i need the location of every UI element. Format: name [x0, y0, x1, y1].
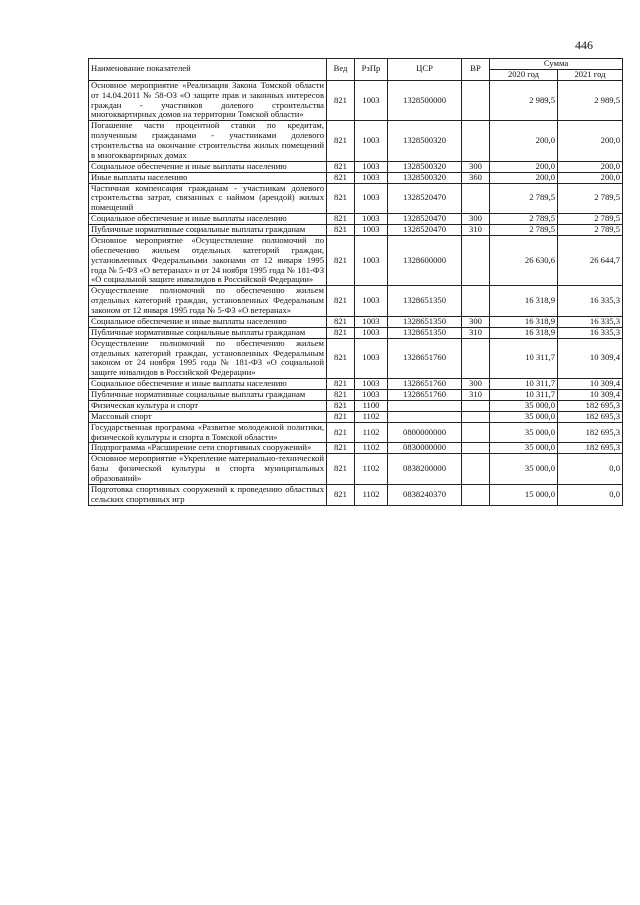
row-sum-2021: 182 695,3 [558, 443, 623, 454]
row-vr [462, 235, 490, 285]
row-sum-2020: 16 318,9 [490, 286, 558, 317]
row-ved: 821 [327, 422, 355, 443]
row-ved: 821 [327, 80, 355, 121]
row-name: Осуществление полномочий по обеспечению жильем отдельных категорий граждан, установленных Федеральным законом от 12 января 1995 года № 5-ФЗ «О ветеранах» [89, 286, 327, 317]
row-csr: 0800000000 [388, 422, 462, 443]
page-number: 446 [575, 38, 593, 52]
row-sum-2021: 200,0 [558, 121, 623, 162]
row-sum-2021: 2 789,5 [558, 214, 623, 225]
row-sum-2021: 200,0 [558, 172, 623, 183]
row-vr: 300 [462, 379, 490, 390]
row-name: Государственная программа «Развитие молодежной политики, физической культуры и спорта в Томской области» [89, 422, 327, 443]
row-csr: 1328520470 [388, 183, 462, 214]
table-row [89, 161, 623, 172]
row-name: Публичные нормативные социальные выплаты гражданам [89, 390, 327, 401]
row-rzpr: 1003 [355, 161, 388, 172]
row-sum-2020: 35 000,0 [490, 400, 558, 411]
row-rzpr: 1003 [355, 379, 388, 390]
row-sum-2020: 200,0 [490, 172, 558, 183]
row-sum-2020: 16 318,9 [490, 316, 558, 327]
row-csr: 1328520470 [388, 214, 462, 225]
row-sum-2021: 182 695,3 [558, 400, 623, 411]
row-vr: 300 [462, 214, 490, 225]
row-csr: 0830000000 [388, 443, 462, 454]
row-sum-2021: 16 335,3 [558, 316, 623, 327]
row-vr [462, 121, 490, 162]
row-sum-2020: 2 789,5 [490, 225, 558, 236]
row-sum-2020: 10 311,7 [490, 390, 558, 401]
row-csr: 1328600000 [388, 235, 462, 285]
row-sum-2020: 200,0 [490, 161, 558, 172]
row-vr [462, 484, 490, 505]
row-name: Погашение части процентной ставки по кредитам, полученным гражданами - участниками долевого строительства на окончание строительства жилых помещений в многоквартирных домах [89, 121, 327, 162]
row-csr: 1328651760 [388, 379, 462, 390]
row-csr: 1328651350 [388, 316, 462, 327]
row-rzpr: 1003 [355, 235, 388, 285]
row-name: Иные выплаты населению [89, 172, 327, 183]
row-ved: 821 [327, 286, 355, 317]
row-ved: 821 [327, 400, 355, 411]
table-row [89, 172, 623, 183]
row-name: Основное мероприятие «Укрепление материально-технической базы физической культуры и спорта муниципальных образований» [89, 454, 327, 485]
row-vr [462, 411, 490, 422]
row-sum-2021: 10 309,4 [558, 390, 623, 401]
row-vr [462, 80, 490, 121]
row-sum-2020: 35 000,0 [490, 443, 558, 454]
row-ved: 821 [327, 214, 355, 225]
row-vr: 310 [462, 390, 490, 401]
row-rzpr: 1003 [355, 286, 388, 317]
row-sum-2020: 35 000,0 [490, 454, 558, 485]
row-ved: 821 [327, 316, 355, 327]
table-row [89, 379, 623, 390]
table-row [89, 484, 623, 505]
row-ved: 821 [327, 338, 355, 379]
table-row [89, 235, 623, 285]
row-sum-2020: 200,0 [490, 121, 558, 162]
row-ved: 821 [327, 235, 355, 285]
header-sum: Сумма [490, 59, 623, 70]
row-sum-2021: 182 695,3 [558, 422, 623, 443]
row-sum-2021: 2 789,5 [558, 183, 623, 214]
row-ved: 821 [327, 454, 355, 485]
table-row [89, 225, 623, 236]
row-ved: 821 [327, 225, 355, 236]
table-row [89, 390, 623, 401]
row-csr [388, 400, 462, 411]
row-csr: 1328651350 [388, 327, 462, 338]
row-sum-2020: 2 989,5 [490, 80, 558, 121]
row-rzpr: 1003 [355, 80, 388, 121]
row-vr [462, 454, 490, 485]
row-sum-2021: 0,0 [558, 454, 623, 485]
row-rzpr: 1003 [355, 390, 388, 401]
row-rzpr: 1003 [355, 183, 388, 214]
header-ved: Вед [327, 59, 355, 81]
row-csr: 1328500320 [388, 161, 462, 172]
row-sum-2020: 2 789,5 [490, 183, 558, 214]
row-ved: 821 [327, 411, 355, 422]
row-rzpr: 1102 [355, 484, 388, 505]
table-row [89, 214, 623, 225]
row-ved: 821 [327, 121, 355, 162]
table-row [89, 327, 623, 338]
row-ved: 821 [327, 390, 355, 401]
row-ved: 821 [327, 183, 355, 214]
table-row [89, 400, 623, 411]
row-name: Подготовка спортивных сооружений к проведению областных сельских спортивных игр [89, 484, 327, 505]
row-name: Социальное обеспечение и иные выплаты населению [89, 161, 327, 172]
row-name: Основное мероприятие «Реализация Закона Томской области от 14.04.2011 № 58-ОЗ «О защите прав и законных интересов граждан - участников долевого строительства многоквартирных домов на территории Томской области» [89, 80, 327, 121]
header-name: Наименование показателей [89, 59, 327, 81]
row-ved: 821 [327, 379, 355, 390]
budget-table [88, 58, 623, 506]
row-vr [462, 183, 490, 214]
row-name: Публичные нормативные социальные выплаты гражданам [89, 225, 327, 236]
row-csr: 1328651350 [388, 286, 462, 317]
row-sum-2020: 2 789,5 [490, 214, 558, 225]
row-sum-2020: 16 318,9 [490, 327, 558, 338]
table-body [89, 80, 623, 505]
table-row [89, 80, 623, 121]
row-sum-2021: 2 789,5 [558, 225, 623, 236]
row-sum-2021: 10 309,4 [558, 338, 623, 379]
row-vr [462, 400, 490, 411]
row-name: Физическая культура и спорт [89, 400, 327, 411]
row-rzpr: 1102 [355, 422, 388, 443]
row-ved: 821 [327, 172, 355, 183]
row-rzpr: 1100 [355, 400, 388, 411]
row-rzpr: 1003 [355, 316, 388, 327]
row-ved: 821 [327, 484, 355, 505]
table-row [89, 454, 623, 485]
row-csr: 1328500320 [388, 121, 462, 162]
row-csr: 0838200000 [388, 454, 462, 485]
row-vr: 360 [462, 172, 490, 183]
header-year-2020: 2020 год [490, 69, 558, 80]
row-sum-2021: 10 309,4 [558, 379, 623, 390]
row-sum-2021: 0,0 [558, 484, 623, 505]
row-sum-2020: 10 311,7 [490, 379, 558, 390]
row-sum-2021: 200,0 [558, 161, 623, 172]
row-sum-2020: 35 000,0 [490, 411, 558, 422]
row-sum-2020: 10 311,7 [490, 338, 558, 379]
row-rzpr: 1102 [355, 454, 388, 485]
header-csr: ЦСР [388, 59, 462, 81]
row-sum-2020: 26 630,6 [490, 235, 558, 285]
row-csr: 1328500000 [388, 80, 462, 121]
row-rzpr: 1003 [355, 327, 388, 338]
row-vr: 310 [462, 225, 490, 236]
row-sum-2020: 15 000,0 [490, 484, 558, 505]
row-csr [388, 411, 462, 422]
row-rzpr: 1102 [355, 443, 388, 454]
row-vr [462, 338, 490, 379]
row-csr: 1328500320 [388, 172, 462, 183]
row-sum-2021: 16 335,3 [558, 286, 623, 317]
table-row [89, 338, 623, 379]
row-name: Массовый спорт [89, 411, 327, 422]
row-sum-2021: 16 335,3 [558, 327, 623, 338]
table-header [89, 59, 623, 81]
row-ved: 821 [327, 327, 355, 338]
table-row [89, 286, 623, 317]
row-ved: 821 [327, 443, 355, 454]
row-name: Социальное обеспечение и иные выплаты населению [89, 214, 327, 225]
row-name: Основное мероприятие «Осуществление полномочий по обеспечению жильем отдельных категорий граждан, установленных Федеральными законами от 12 января 1995 года № 5-ФЗ «О ветеранах» и от 24 ноября 1995 года № 181-ФЗ «О социальной защите инвалидов в Российской Федерации» [89, 235, 327, 285]
table-row [89, 411, 623, 422]
row-sum-2021: 182 695,3 [558, 411, 623, 422]
row-csr: 0838240370 [388, 484, 462, 505]
table-row [89, 316, 623, 327]
row-rzpr: 1003 [355, 121, 388, 162]
table-row [89, 422, 623, 443]
row-vr: 310 [462, 327, 490, 338]
row-ved: 821 [327, 161, 355, 172]
row-rzpr: 1003 [355, 338, 388, 379]
row-vr [462, 422, 490, 443]
row-rzpr: 1102 [355, 411, 388, 422]
row-vr [462, 286, 490, 317]
row-csr: 1328520470 [388, 225, 462, 236]
table-row [89, 183, 623, 214]
row-csr: 1328651760 [388, 390, 462, 401]
row-name: Социальное обеспечение и иные выплаты населению [89, 379, 327, 390]
row-sum-2020: 35 000,0 [490, 422, 558, 443]
row-vr [462, 443, 490, 454]
row-rzpr: 1003 [355, 172, 388, 183]
row-rzpr: 1003 [355, 225, 388, 236]
row-vr: 300 [462, 161, 490, 172]
row-name: Публичные нормативные социальные выплаты гражданам [89, 327, 327, 338]
table-row [89, 443, 623, 454]
table-row [89, 121, 623, 162]
header-vr: ВР [462, 59, 490, 81]
row-name: Социальное обеспечение и иные выплаты населению [89, 316, 327, 327]
row-sum-2021: 26 644,7 [558, 235, 623, 285]
row-rzpr: 1003 [355, 214, 388, 225]
row-name: Осуществление полномочий по обеспечению жильем отдельных категорий граждан, установленных Федеральным законом от 24 ноября 1995 года № 181-ФЗ «О социальной защите инвалидов в Российской Федерации» [89, 338, 327, 379]
row-csr: 1328651760 [388, 338, 462, 379]
row-name: Частичная компенсация гражданам - участникам долевого строительства затрат, связанных с наймом (арендой) жилых помещений [89, 183, 327, 214]
header-rzpr: РзПр [355, 59, 388, 81]
header-year-2021: 2021 год [558, 69, 623, 80]
row-sum-2021: 2 989,5 [558, 80, 623, 121]
row-name: Подпрограмма «Расширение сети спортивных сооружений» [89, 443, 327, 454]
row-vr: 300 [462, 316, 490, 327]
